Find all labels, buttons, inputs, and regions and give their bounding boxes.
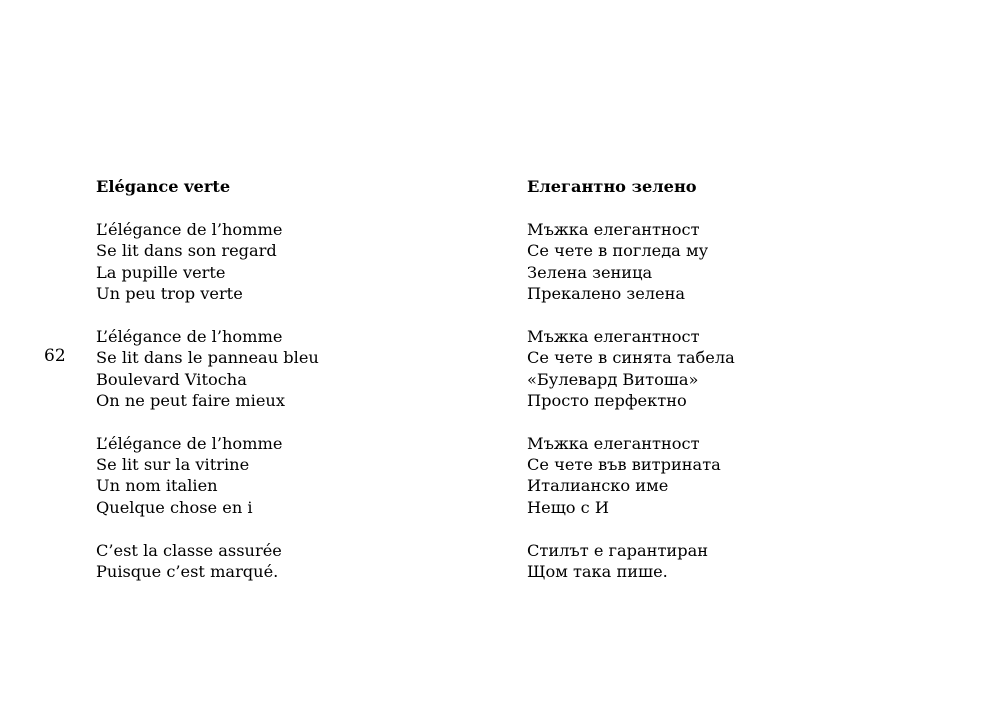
stanza <box>96 219 319 305</box>
poem-line: Se lit dans son regard <box>96 241 277 261</box>
stanza <box>96 433 319 519</box>
poem-line: L’élégance de l’homme <box>96 433 283 453</box>
stanza <box>96 540 319 583</box>
poem-line: Зелена зеница <box>527 262 653 282</box>
poem-line: Се чете в погледа му <box>527 241 709 261</box>
poem-line: Мъжка елегантност <box>527 219 700 239</box>
poem-line: Un peu trop verte <box>96 283 243 303</box>
poem-line: Un nom italien <box>96 476 218 496</box>
stanza <box>96 326 319 412</box>
poem-line: Италианско име <box>527 476 669 496</box>
poem-line: Стилът е гарантиран <box>527 540 709 560</box>
poem-line: Мъжка елегантност <box>527 326 700 346</box>
bulgarian-poem <box>527 176 735 604</box>
stanza <box>527 433 735 519</box>
poem-line: La pupille verte <box>96 262 226 282</box>
stanza <box>527 219 735 305</box>
poem-line: Просто перфектно <box>527 390 687 410</box>
poem-line: C’est la classe assurée <box>96 540 282 560</box>
bulgarian-poem-title: Елегантно зелено <box>527 177 697 196</box>
french-poem <box>96 176 319 604</box>
page-number: 62 <box>44 346 66 366</box>
poem-line: «Булевард Витоша» <box>527 369 699 389</box>
poem-line: Се чете във витрината <box>527 455 721 475</box>
poem-line: Мъжка елегантност <box>527 433 700 453</box>
poem-line: Нещо с И <box>527 497 609 517</box>
poem-line: L’élégance de l’homme <box>96 326 283 346</box>
poem-line: Puisque c’est marqué. <box>96 562 279 582</box>
stanza <box>527 326 735 412</box>
poem-line: L’élégance de l’homme <box>96 219 283 239</box>
poem-line: Se lit dans le panneau bleu <box>96 348 319 368</box>
poem-line: On ne peut faire mieux <box>96 390 285 410</box>
poem-line: Се чете в синята табела <box>527 348 735 368</box>
poem-line: Se lit sur la vitrine <box>96 455 250 475</box>
french-poem-title: Elégance verte <box>96 177 231 196</box>
poem-line: Boulevard Vitocha <box>96 369 247 389</box>
poem-line: Прекалено зелена <box>527 283 686 303</box>
stanza <box>527 540 735 583</box>
poem-line: Щом така пише. <box>527 562 668 582</box>
poem-line: Quelque chose en i <box>96 497 253 517</box>
